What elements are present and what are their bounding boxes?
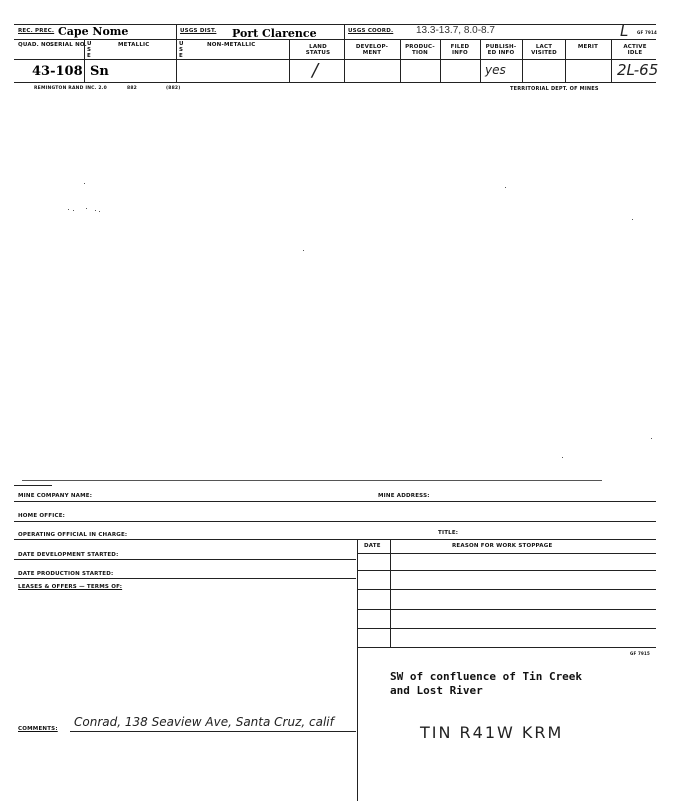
prod-started-label: DATE PRODUCTION STARTED: <box>18 571 114 577</box>
usgs-dist-value: Port Clarence <box>232 27 317 40</box>
non-metallic-label: NON-METALLIC <box>207 42 256 48</box>
use-label-a: U S E <box>87 41 92 59</box>
header-mid-rule <box>14 39 656 40</box>
quad-serial-value: 43-108 <box>32 64 83 79</box>
rule-table-header <box>358 553 656 554</box>
rec-prec-label: REC. PREC. <box>18 28 55 34</box>
serial-no-label: SERIAL NO. <box>50 42 87 48</box>
published-info-label: PUBLISH-ED INFO <box>485 44 517 56</box>
rule-v-left-panel <box>357 539 358 801</box>
scan-speck <box>73 210 74 211</box>
rule-v-date-col <box>390 539 391 647</box>
rec-prec-value: Cape Nome <box>58 25 129 38</box>
rule-prod <box>14 578 356 579</box>
mine-address-label: MINE ADDRESS: <box>378 493 430 499</box>
rule-home-office <box>14 521 656 522</box>
rule-v <box>565 39 566 82</box>
scan-speck <box>303 250 304 251</box>
merit-label: MERIT <box>577 44 599 50</box>
printer-imprint: REMINGTON RAND INC. 2.0 <box>34 86 107 91</box>
scan-speck <box>651 438 652 439</box>
land-status-label: LAND STATUS <box>305 44 331 56</box>
scan-speck <box>99 211 100 212</box>
form-number-top: GF 7914 <box>637 30 657 35</box>
stoppage-row-rule <box>358 647 656 648</box>
rule-v <box>440 39 441 82</box>
stoppage-row-rule <box>358 609 656 610</box>
comments-label: COMMENTS: <box>18 726 58 732</box>
scan-speck <box>632 219 633 220</box>
rule-v <box>344 24 345 39</box>
filed-info-label: FILED INFO <box>450 44 470 56</box>
rule-official <box>14 539 656 540</box>
rule-v <box>480 39 481 82</box>
rule-dev <box>14 559 356 560</box>
home-office-label: HOME OFFICE: <box>18 513 66 519</box>
land-status-value: / <box>312 60 319 81</box>
rule-v <box>611 39 612 82</box>
operating-official-label: OPERATING OFFICIAL IN CHARGE: <box>18 532 128 538</box>
metallic-value: Sn <box>90 64 109 79</box>
active-idle-label: ACTIVE IDLE <box>623 44 647 56</box>
production-label: PRODUC-TION <box>405 44 435 56</box>
title-label: TITLE: <box>438 530 459 536</box>
usgs-coord-label: USGS COORD. <box>348 28 394 34</box>
active-idle-value: 2L-65 <box>617 61 659 79</box>
rule-v <box>289 39 290 82</box>
scan-speck <box>562 457 563 458</box>
comments-value: Conrad, 138 Seaview Ave, Santa Cruz, calif <box>74 715 334 729</box>
rule-company <box>14 501 656 502</box>
card-top-edge <box>22 480 602 481</box>
card-top-edge <box>14 485 52 486</box>
quad-no-label: QUAD. NO. <box>18 42 53 48</box>
rule-v <box>400 39 401 82</box>
rule-comments <box>70 731 356 732</box>
dev-started-label: DATE DEVELOPMENT STARTED: <box>18 552 119 558</box>
printer-code-b: (882) <box>166 86 181 91</box>
scan-speck <box>84 183 85 184</box>
scan-speck <box>505 187 506 188</box>
form-number-bottom: GF 7915 <box>630 651 650 656</box>
location-line-2: and Lost River <box>390 684 483 697</box>
mine-company-label: MINE COMPANY NAME: <box>18 493 93 499</box>
date-column-header: DATE <box>364 543 381 549</box>
rule-v <box>522 39 523 82</box>
usgs-dist-label: USGS DIST. <box>180 28 217 34</box>
department-imprint: TERRITORIAL DEPT. OF MINES <box>510 86 599 92</box>
stoppage-row-rule <box>358 570 656 571</box>
record-bottom-rule <box>14 82 656 83</box>
header-col-rule <box>14 59 656 60</box>
corner-mark: L <box>620 22 629 40</box>
leases-label: LEASES & OFFERS — TERMS OF: <box>18 584 123 590</box>
location-line-1: SW of confluence of Tin Creek <box>390 670 583 683</box>
published-info-value: yes <box>485 63 506 77</box>
use-label-b: U S E <box>179 41 184 59</box>
printer-code-a: 882 <box>127 86 137 91</box>
scan-speck <box>86 208 87 209</box>
scan-speck <box>68 209 69 210</box>
handwritten-note: TIN R41W KRM <box>420 723 564 742</box>
stoppage-row-rule <box>358 589 656 590</box>
last-visited-label: LACT VISITED <box>531 44 557 56</box>
rule-v <box>176 24 177 82</box>
usgs-coord-value: 13.3-13.7, 8.0-8.7 <box>416 25 495 36</box>
development-label: DEVELOP-MENT <box>355 44 389 56</box>
rule-v <box>344 39 345 82</box>
metallic-label: METALLIC <box>118 42 150 48</box>
scan-speck <box>95 210 96 211</box>
stoppage-row-rule <box>358 628 656 629</box>
reason-column-header: REASON FOR WORK STOPPAGE <box>452 543 553 549</box>
